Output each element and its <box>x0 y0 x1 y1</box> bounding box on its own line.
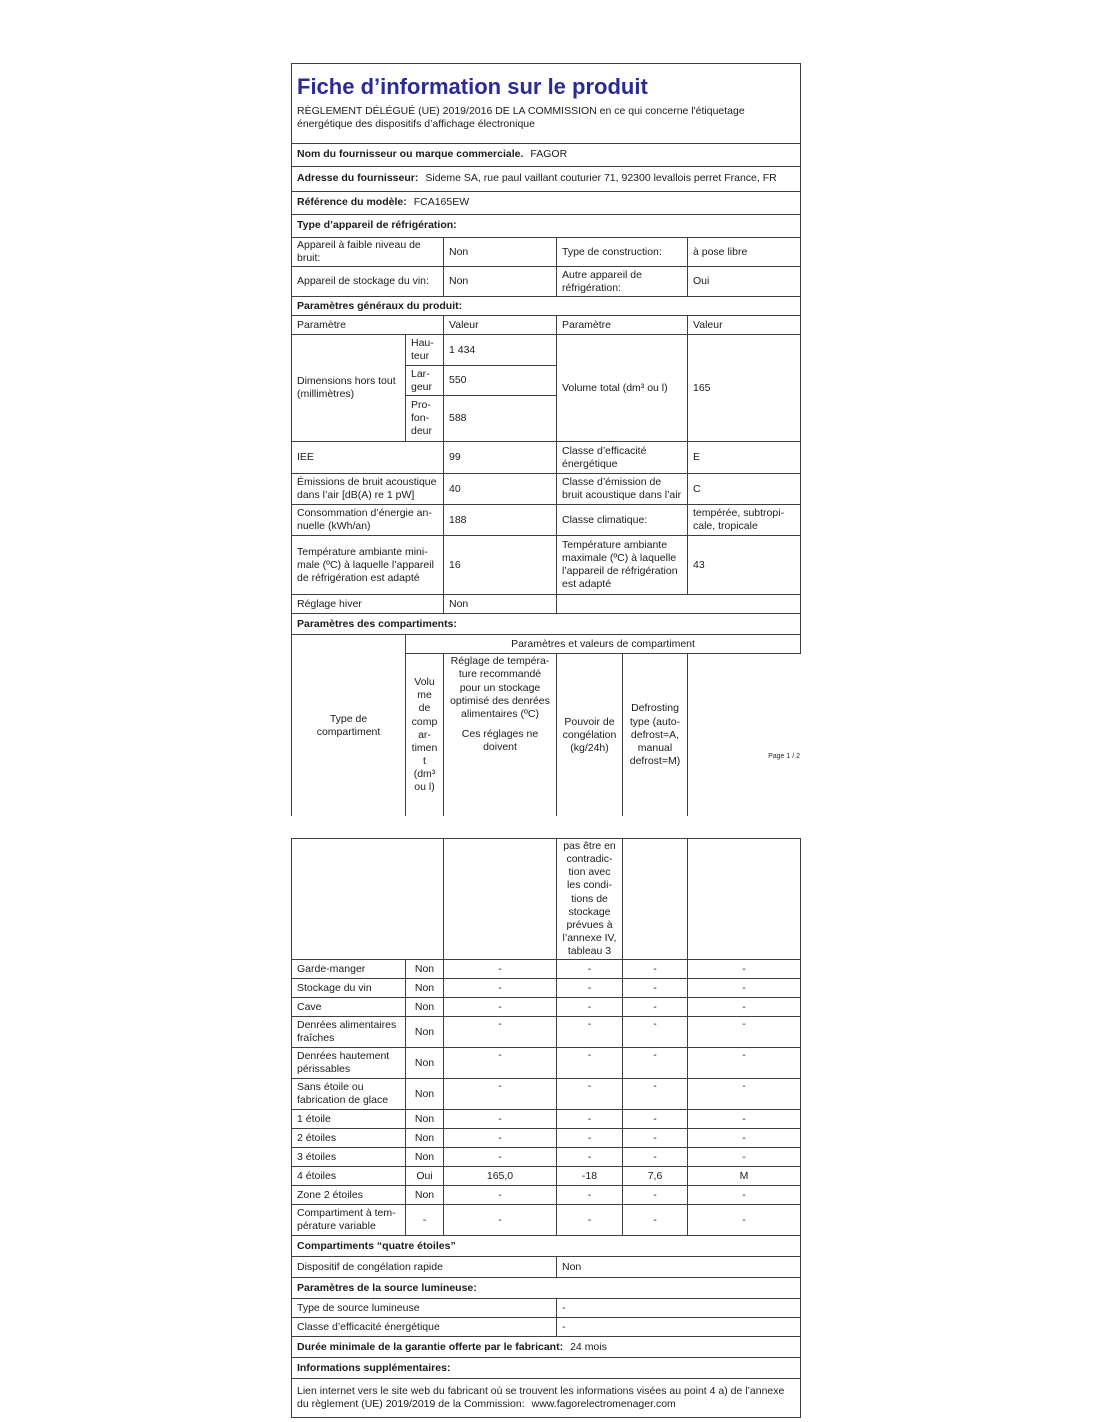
temperature-column-note-continued: pas être en contradiction avec les conditions de stockage prévues à l’annexe IV, tableau 3 <box>557 839 623 960</box>
compartment-present: Non <box>406 1017 444 1048</box>
compartment-present: Non <box>406 960 444 979</box>
param-label: Température ambiante maximale (ºC) à laquelle l’appareil de réfrigération est adapté <box>557 536 688 595</box>
compartment-label: 3 étoiles <box>292 1148 406 1167</box>
fast-freeze-row <box>292 1257 801 1278</box>
column-header: Paramètre <box>557 316 688 335</box>
param-value: 99 <box>444 442 557 474</box>
compartment-freezing: - <box>623 1110 688 1129</box>
compartment-volume: - <box>444 1048 557 1079</box>
address-row <box>292 167 801 192</box>
compartment-label: Denrées alimentaires fraîches <box>292 1017 406 1048</box>
warranty-row <box>292 1337 801 1358</box>
table-row <box>292 474 801 505</box>
compartment-freezing: - <box>623 1186 688 1205</box>
defrost-column-header: Defrosting type (auto-defrost=A, manual defrost=M) <box>623 654 688 817</box>
fiche-table-page1 <box>291 63 801 816</box>
volume-column-header: Volume de compartiment (dm³ ou l) <box>406 654 444 817</box>
dimension-value: 588 <box>444 396 557 442</box>
compartment-volume: - <box>444 1017 557 1048</box>
address-value: Sideme SA, rue paul vaillant couturier 71, 92300 levallois perret France, FR <box>425 172 777 185</box>
compartment-freezing: - <box>623 1079 688 1110</box>
dimension-name: Profondeur <box>406 396 444 442</box>
compartment-type-header: Type de compartiment <box>292 635 406 817</box>
type-section-row <box>292 215 801 238</box>
compartment-temp: -18 <box>557 1167 623 1186</box>
compartment-freezing: - <box>623 998 688 1017</box>
compartment-defrost: - <box>688 1017 801 1048</box>
compartment-label: Stockage du vin <box>292 979 406 998</box>
freezing-column-header: Pouvoir de congélation (kg/24h) <box>557 654 623 817</box>
compartment-present: Non <box>406 979 444 998</box>
warranty-label: Durée minimale de la garantie offerte par le fabricant: <box>297 1340 564 1353</box>
compartment-row <box>292 1148 801 1167</box>
compartment-volume: - <box>444 1148 557 1167</box>
compartment-defrost: - <box>688 1186 801 1205</box>
page-number: Page 1 / 2 <box>768 753 800 760</box>
table-row <box>292 442 801 474</box>
compartment-temp: - <box>557 1048 623 1079</box>
compartment-defrost: - <box>688 1048 801 1079</box>
compartment-label: 2 étoiles <box>292 1129 406 1148</box>
compartment-label: Garde-manger <box>292 960 406 979</box>
param-label: Autre appareil de réfrigération: <box>557 267 688 297</box>
compartment-temp: - <box>557 979 623 998</box>
compartment-label: Cave <box>292 998 406 1017</box>
compartment-defrost: - <box>688 1205 801 1236</box>
param-label: Classe d’efficacité énergétique <box>292 1318 557 1337</box>
table-row <box>292 267 801 297</box>
param-label: Appareil de stockage du vin: <box>292 267 444 297</box>
compartment-row <box>292 979 801 998</box>
compartment-freezing: 7,6 <box>623 1167 688 1186</box>
compartment-present: Non <box>406 1129 444 1148</box>
four-star-section-row <box>292 1236 801 1257</box>
fiche-page-2 <box>291 838 800 1418</box>
dimension-value: 550 <box>444 366 557 396</box>
dimension-value: 1 434 <box>444 335 557 366</box>
param-value: Non <box>444 267 557 297</box>
regulation-subtitle: RÈGLEMENT DÉLÉGUÉ (UE) 2019/2016 DE LA COMMISSION en ce qui concerne l'étiquetage énergétique des dispositifs d’affichage électronique <box>297 104 745 131</box>
winter-setting-row <box>292 595 801 614</box>
compartment-freezing: - <box>623 1048 688 1079</box>
compartment-volume: - <box>444 1079 557 1110</box>
compartment-freezing: - <box>623 979 688 998</box>
light-section-row <box>292 1278 801 1299</box>
dimension-row <box>292 335 801 366</box>
param-value: à pose libre <box>688 238 801 267</box>
compartment-volume: 165,0 <box>444 1167 557 1186</box>
title-block <box>292 64 801 144</box>
param-label: Température ambiante minimale (ºC) à laquelle l’appareil de réfrigération est adapté <box>292 536 444 595</box>
empty-cell <box>444 839 557 960</box>
compartment-temp: - <box>557 1129 623 1148</box>
param-value: 188 <box>444 505 557 536</box>
type-section-header: Type d’appareil de réfrigération: <box>292 215 801 238</box>
compartment-defrost: M <box>688 1167 801 1186</box>
compartment-volume: - <box>444 1205 557 1236</box>
model-value: FCA165EW <box>413 196 470 209</box>
general-section-row <box>292 297 801 316</box>
compartment-label: 1 étoile <box>292 1110 406 1129</box>
compartment-freezing: - <box>623 1129 688 1148</box>
compartment-row <box>292 1079 801 1110</box>
compartment-present: - <box>406 1205 444 1236</box>
model-label: Référence du modèle: <box>297 196 407 209</box>
param-value: Non <box>444 238 557 267</box>
compartments-header-row <box>292 635 801 654</box>
param-value: 16 <box>444 536 557 595</box>
compartment-volume: - <box>444 1186 557 1205</box>
dimension-name: Hauteur <box>406 335 444 366</box>
param-value: - <box>557 1318 801 1337</box>
compartment-label: 4 étoiles <box>292 1167 406 1186</box>
compartment-row <box>292 1110 801 1129</box>
compartment-volume: - <box>444 1129 557 1148</box>
table-row <box>292 238 801 267</box>
compartment-defrost: - <box>688 1129 801 1148</box>
empty-cell <box>557 595 801 614</box>
compartment-defrost: - <box>688 998 801 1017</box>
manufacturer-website: www.fagorelectromenager.com <box>531 1398 676 1411</box>
compartment-row <box>292 998 801 1017</box>
model-row <box>292 192 801 215</box>
param-label: Dispositif de congélation rapide <box>292 1257 557 1278</box>
compartment-volume: - <box>444 960 557 979</box>
param-value: tempérée, subtropicale, tropicale <box>688 505 801 536</box>
compartment-defrost: - <box>688 1148 801 1167</box>
compartment-label: Compartiment à température variable <box>292 1205 406 1236</box>
address-label: Adresse du fournisseur: <box>297 172 419 185</box>
compartments-section-header: Paramètres des compartiments: <box>292 614 801 635</box>
table-row <box>292 536 801 595</box>
compartment-freezing: - <box>623 1205 688 1236</box>
param-value: E <box>688 442 801 474</box>
compartment-label: Sans étoile ou fabrication de glace <box>292 1079 406 1110</box>
param-value: 43 <box>688 536 801 595</box>
compartments-section-row <box>292 614 801 635</box>
compartment-row <box>292 1048 801 1079</box>
empty-cell <box>688 839 801 960</box>
volume-total-label: Volume total (dm³ ou l) <box>557 335 688 442</box>
param-label: Classe climatique: <box>557 505 688 536</box>
compartment-temp: - <box>557 1079 623 1110</box>
warranty-value: 24 mois <box>570 1340 607 1353</box>
param-label: Réglage hiver <box>292 595 444 614</box>
param-label: Émissions de bruit acoustique dans l’air [dB(A) re 1 pW] <box>292 474 444 505</box>
info-section-header: Informations supplémentaires: <box>292 1358 801 1379</box>
compartment-temp: - <box>557 998 623 1017</box>
page-title: Fiche d’information sur le produit <box>297 74 648 100</box>
temperature-column-note: Ces réglages ne doivent <box>461 727 539 753</box>
compartments-values-header: Paramètres et valeurs de compartiment <box>406 635 801 654</box>
compartment-row <box>292 1205 801 1236</box>
temperature-column-header <box>444 654 557 817</box>
dimension-name: Largeur <box>406 366 444 396</box>
compartment-temp: - <box>557 1148 623 1167</box>
column-header-row <box>292 316 801 335</box>
compartment-present: Non <box>406 1148 444 1167</box>
compartment-temp: - <box>557 1110 623 1129</box>
param-value: Oui <box>688 267 801 297</box>
four-star-section-header: Compartiments “quatre étoiles” <box>292 1236 801 1257</box>
compartment-row <box>292 1129 801 1148</box>
param-label: Type de source lumineuse <box>292 1299 557 1318</box>
supplier-value: FAGOR <box>530 148 568 161</box>
light-row <box>292 1299 801 1318</box>
compartment-defrost: - <box>688 1110 801 1129</box>
param-label: Consommation d’énergie annuelle (kWh/an) <box>292 505 444 536</box>
empty-cell <box>623 839 688 960</box>
info-section-row <box>292 1358 801 1379</box>
param-value: Non <box>557 1257 801 1278</box>
empty-cell <box>292 839 444 960</box>
compartment-label: Zone 2 étoiles <box>292 1186 406 1205</box>
column-header: Paramètre <box>292 316 444 335</box>
fiche-page-1 <box>291 63 800 816</box>
column-header: Valeur <box>444 316 557 335</box>
param-value: 40 <box>444 474 557 505</box>
compartment-temp: - <box>557 1186 623 1205</box>
dimensions-label: Dimensions hors tout (millimètres) <box>292 335 406 442</box>
compartment-present: Oui <box>406 1167 444 1186</box>
param-label: IEE <box>292 442 444 474</box>
param-label: Classe d’efficacité énergétique <box>557 442 688 474</box>
table-row <box>292 505 801 536</box>
manufacturer-link-row <box>292 1379 801 1418</box>
compartment-row <box>292 960 801 979</box>
compartment-present: Non <box>406 1079 444 1110</box>
compartment-freezing: - <box>623 1017 688 1048</box>
compartment-present: Non <box>406 1186 444 1205</box>
general-section-header: Paramètres généraux du produit: <box>292 297 801 316</box>
compartment-present: Non <box>406 998 444 1017</box>
compartment-temp: - <box>557 1017 623 1048</box>
compartment-freezing: - <box>623 960 688 979</box>
param-value: - <box>557 1299 801 1318</box>
column-header: Valeur <box>688 316 801 335</box>
compartment-row <box>292 1186 801 1205</box>
compartment-temp: - <box>557 1205 623 1236</box>
volume-total-value: 165 <box>688 335 801 442</box>
compartment-volume: - <box>444 979 557 998</box>
fiche-table-page2 <box>291 838 801 1418</box>
compartment-row <box>292 1017 801 1048</box>
link-label: Lien internet vers le site web du fabricant où se trouvent les informations visées au point 4 a) de l’annexe du règlement (UE) 2019/2019 de la Commission: <box>297 1385 785 1411</box>
temperature-column-text: Réglage de température recommandé pour un stockage optimisé des denrées alimentaires (ºC) <box>450 655 550 720</box>
param-value: C <box>688 474 801 505</box>
supplier-label: Nom du fournisseur ou marque commerciale. <box>297 148 524 161</box>
compartment-defrost: - <box>688 1079 801 1110</box>
param-value: Non <box>444 595 557 614</box>
param-label: Type de construction: <box>557 238 688 267</box>
light-row <box>292 1318 801 1337</box>
compartment-defrost: - <box>688 960 801 979</box>
compartment-temp: - <box>557 960 623 979</box>
compartment-row <box>292 1167 801 1186</box>
compartment-defrost: - <box>688 979 801 998</box>
compartment-volume: - <box>444 1110 557 1129</box>
compartment-volume: - <box>444 998 557 1017</box>
compartment-freezing: - <box>623 1148 688 1167</box>
compartment-label: Denrées hautement périssables <box>292 1048 406 1079</box>
param-label: Appareil à faible niveau de bruit: <box>292 238 444 267</box>
light-section-header: Paramètres de la source lumineuse: <box>292 1278 801 1299</box>
temperature-note-continuation-row <box>292 839 801 960</box>
param-label: Classe d’émission de bruit acoustique dans l’air <box>557 474 688 505</box>
compartment-present: Non <box>406 1048 444 1079</box>
supplier-row <box>292 144 801 167</box>
compartment-present: Non <box>406 1110 444 1129</box>
